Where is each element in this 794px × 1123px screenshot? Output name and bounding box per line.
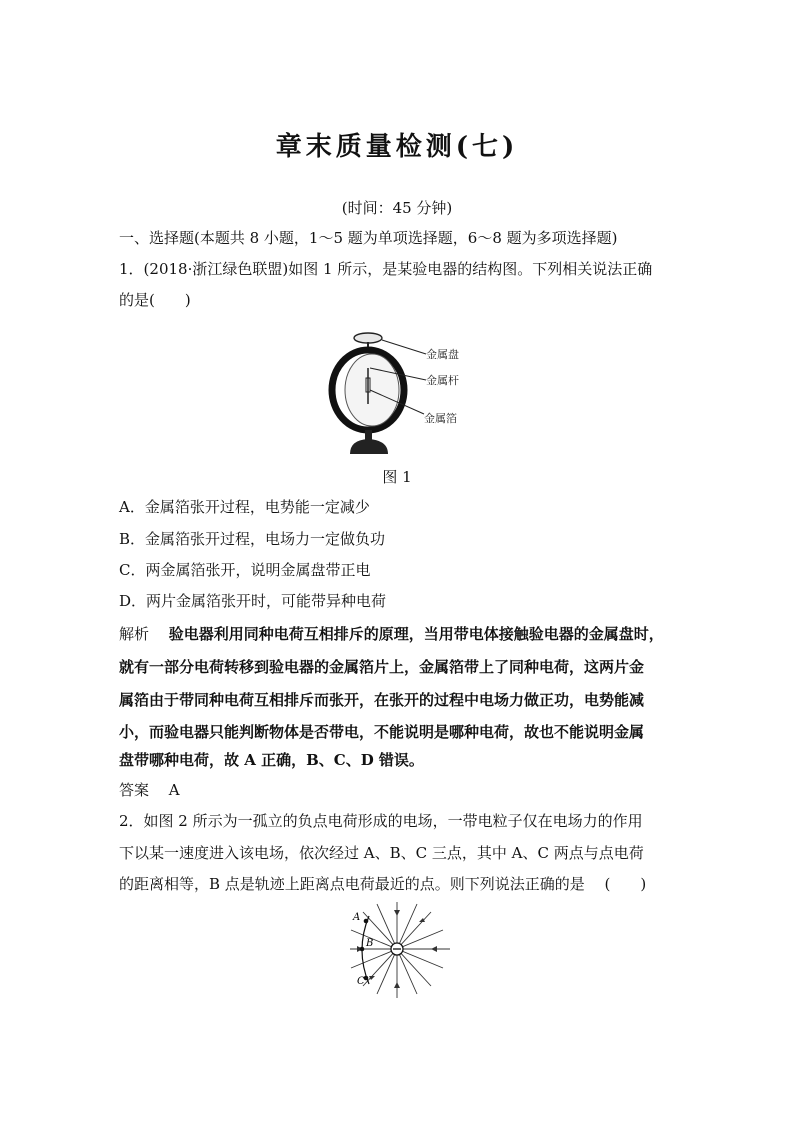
q2-stem-line3: 的距离相等，B 点是轨迹上距离点电荷最近的点。则下列说法正确的是 ( ) (119, 875, 647, 893)
q1-option-c: C．两金属箔张开，说明金属盘带正电 (119, 561, 371, 579)
electroscope-figure (320, 328, 480, 456)
q1-stem-line2: 的是( ) (119, 291, 191, 309)
q1-solution-line1 (119, 624, 679, 644)
q1-solution-line2: 就有一部分电荷转移到验电器的金属箔片上，金属箔带上了同种电荷，这两片金 (119, 658, 645, 676)
label-metal-disk: 金属盘 (426, 348, 459, 361)
exam-time: (时间：45 分钟) (341, 199, 453, 217)
answer-value: A (168, 781, 180, 799)
q1-stem-line1: 1．(2018·浙江绿色联盟)如图 1 所示，是某验电器的结构图。下列相关说法正确 (119, 260, 653, 278)
q1-solution-line3: 属箔由于带同种电荷互相排斥而张开，在张开的过程中电场力做正功，电势能减 (119, 691, 645, 709)
solution-label: 解析 (119, 625, 150, 643)
page-title: 章末质量检测(七) (275, 132, 519, 162)
electric-field-figure (345, 900, 455, 1000)
figure1-caption: 图 1 (382, 468, 412, 486)
q1-solution-line5: 盘带哪种电荷，故 A 正确，B、C、D 错误。 (119, 751, 424, 769)
point-a-label: A (353, 912, 361, 923)
q2-stem-line2: 下以某一速度进入该电场，依次经过 A、B、C 三点，其中 A、C 两点与点电荷 (119, 844, 644, 862)
point-b-label: B (366, 938, 374, 949)
q1-option-d: D．两片金属箔张开时，可能带异种电荷 (119, 592, 387, 610)
section-heading: 一、选择题(本题共 8 小题，1～5 题为单项选择题，6～8 题为多项选择题) (119, 229, 618, 247)
q1-option-a: A．金属箔张开过程，电势能一定减少 (119, 498, 370, 516)
q1-option-b: B．金属箔张开过程，电场力一定做负功 (119, 530, 386, 548)
label-metal-rod: 金属杆 (426, 374, 459, 387)
label-metal-foil: 金属箔 (424, 412, 457, 425)
q2-stem-line1: 2．如图 2 所示为一孤立的负点电荷形成的电场，一带电粒子仅在电场力的作用 (119, 812, 643, 830)
solution-text-1: 验电器利用同种电荷互相排斥的原理，当用带电体接触验电器的金属盘时， (168, 625, 664, 643)
point-c-label: C (357, 976, 365, 987)
answer-label: 答案 (119, 781, 150, 799)
q1-answer (119, 780, 679, 800)
q1-solution-line4: 小，而验电器只能判断物体是否带电，不能说明是哪种电荷，故也不能说明金属 (119, 723, 645, 741)
